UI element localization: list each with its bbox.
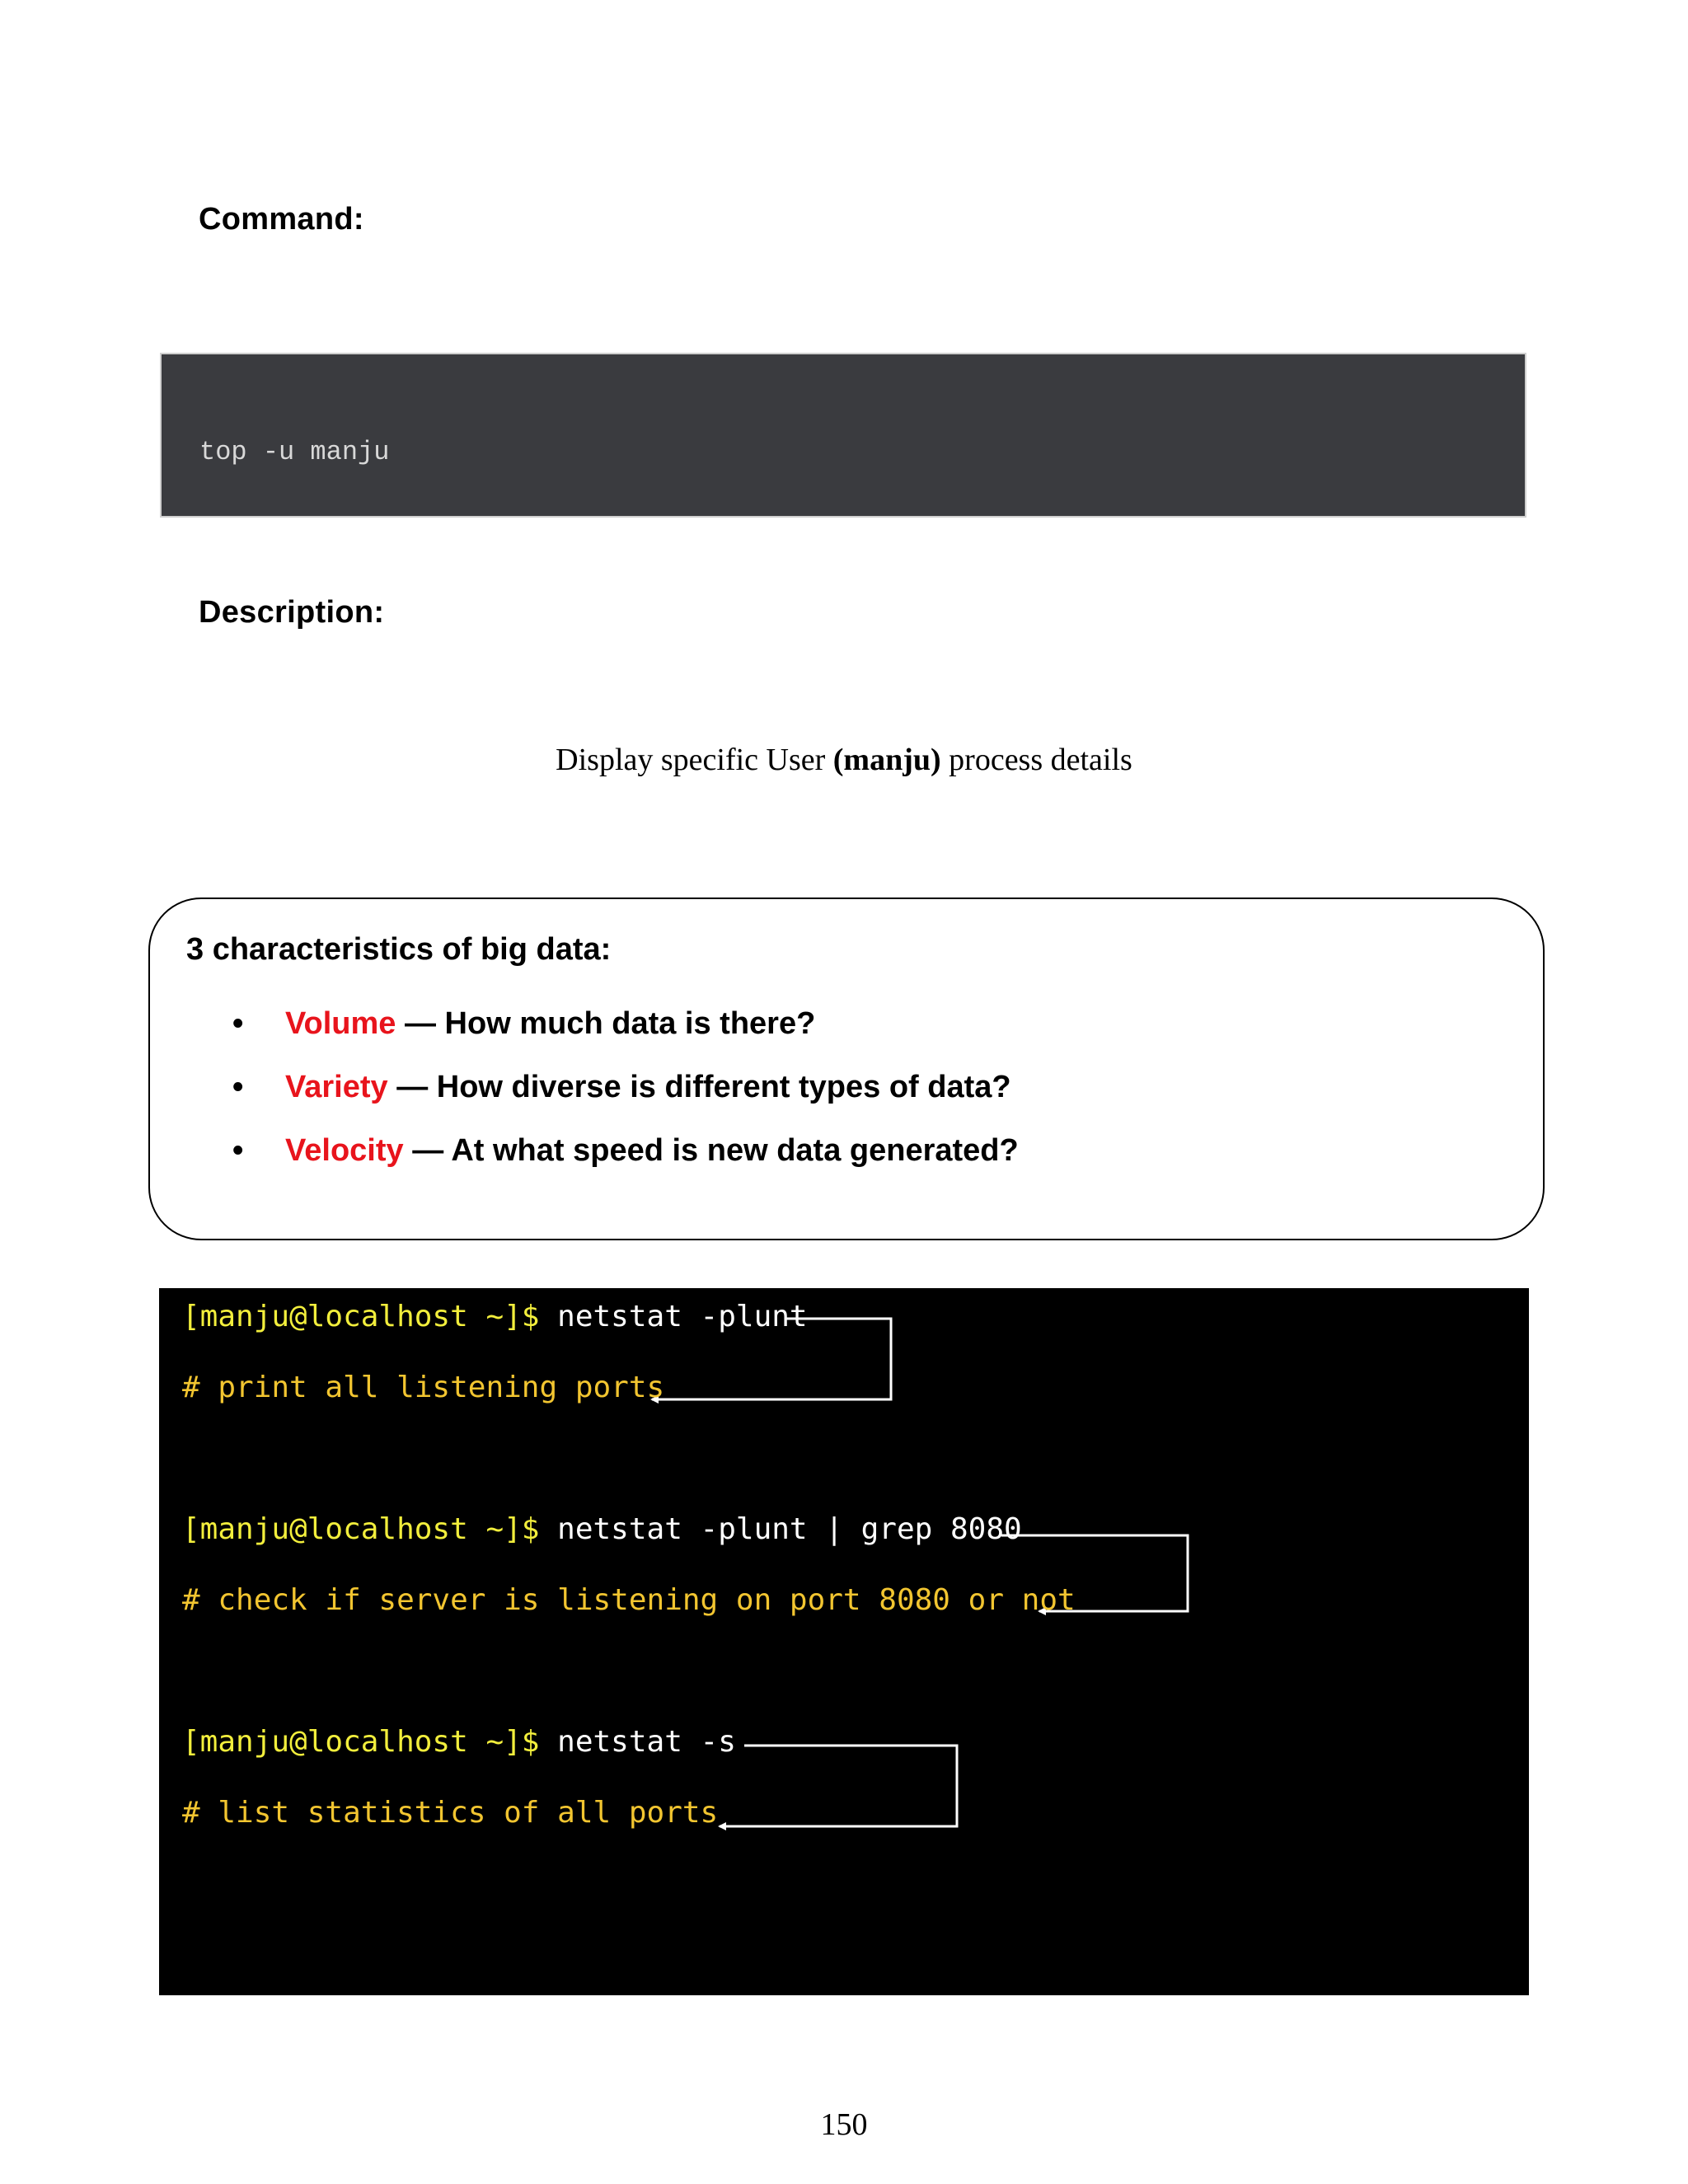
terminal-comment: # check if server is listening on port 8080 or not <box>182 1583 1076 1617</box>
list-item-text: — How much data is there? <box>396 1006 816 1041</box>
description-before: Display specific User <box>556 743 833 777</box>
big-data-box <box>148 898 1545 1240</box>
list-item-term: Volume <box>285 1006 396 1041</box>
command-heading: Command: <box>199 202 364 237</box>
big-data-title: 3 characteristics of big data: <box>186 932 612 967</box>
list-item-text: — At what speed is new data generated? <box>403 1133 1019 1168</box>
terminal-command-line <box>182 1512 1022 1546</box>
code-block <box>160 353 1526 518</box>
list-item <box>150 1133 1469 1174</box>
terminal-command: netstat -plunt | grep 8080 <box>557 1512 1022 1546</box>
description-heading: Description: <box>199 595 385 630</box>
terminal-prompt: [manju@localhost ~]$ <box>182 1300 558 1333</box>
list-item <box>150 1070 1469 1111</box>
terminal-comment: # print all listening ports <box>182 1371 665 1404</box>
description-text <box>0 742 1688 778</box>
description-after: process details <box>940 743 1132 777</box>
terminal-command-line <box>182 1300 808 1333</box>
bullet-icon: • <box>232 1006 244 1041</box>
code-text: top -u manju <box>199 437 390 467</box>
description-bold-user: (manju) <box>832 743 941 777</box>
bullet-icon: • <box>232 1133 244 1168</box>
page-number: 150 <box>820 2107 868 2142</box>
terminal-command: netstat -plunt <box>557 1300 808 1333</box>
terminal-command-line <box>182 1725 736 1759</box>
list-item <box>150 1006 1469 1047</box>
list-item-text: — How diverse is different types of data? <box>387 1070 1011 1104</box>
terminal-prompt: [manju@localhost ~]$ <box>182 1512 558 1546</box>
list-item-term: Velocity <box>285 1133 404 1168</box>
terminal-window <box>159 1288 1529 1995</box>
terminal-prompt: [manju@localhost ~]$ <box>182 1725 558 1759</box>
bullet-icon: • <box>232 1070 244 1104</box>
terminal-command: netstat -s <box>557 1725 736 1759</box>
list-item-term: Variety <box>285 1070 388 1104</box>
terminal-comment: # list statistics of all ports <box>182 1796 719 1830</box>
arrow-connector-3 <box>720 1746 957 1826</box>
